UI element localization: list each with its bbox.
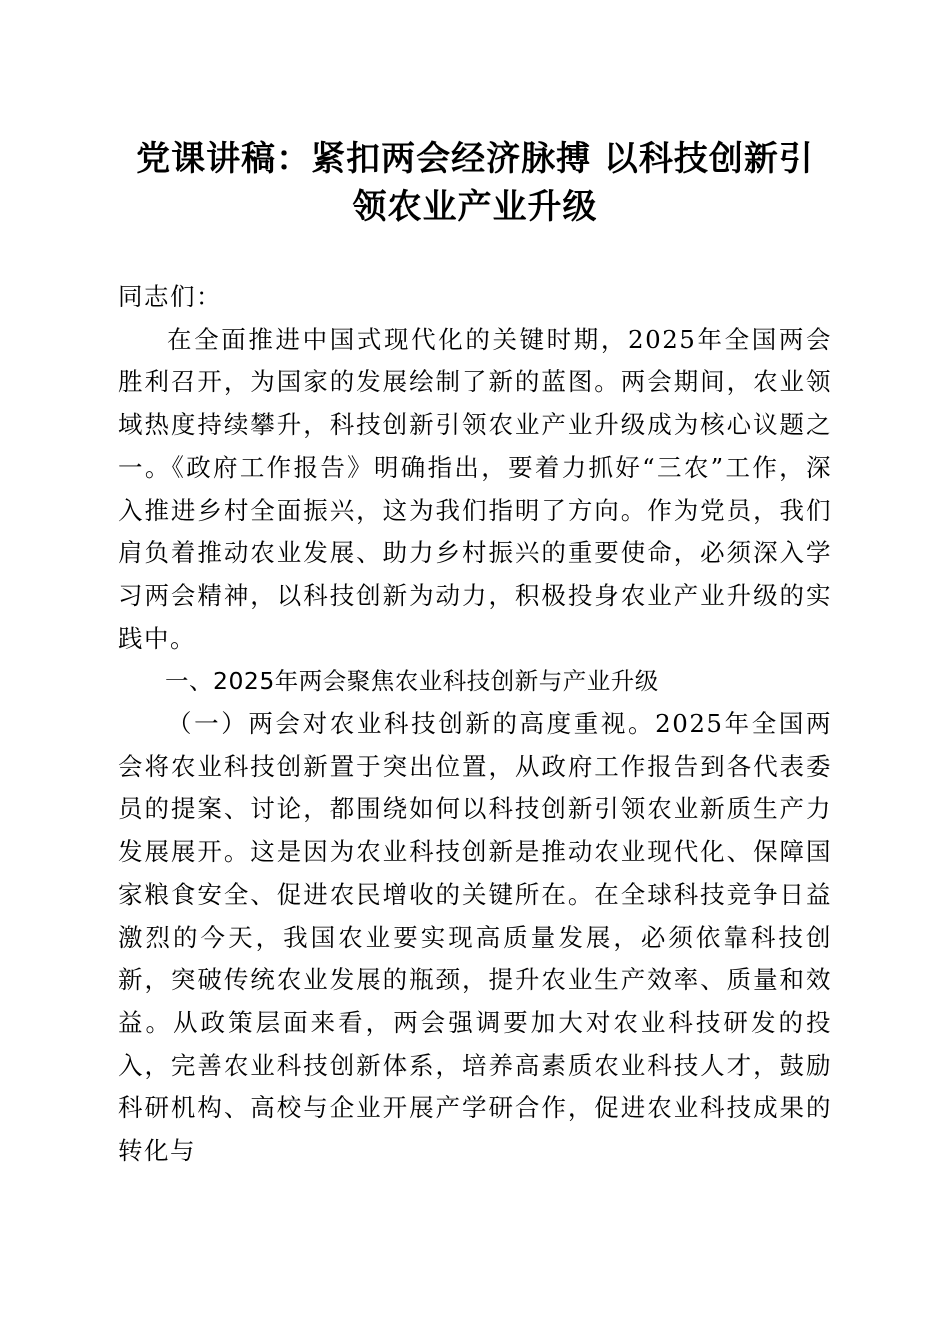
title-line-2: 领农业产业升级 bbox=[352, 187, 598, 227]
title-line-1: 党课讲稿：紧扣两会经济脉搏 以科技创新引 bbox=[136, 139, 814, 179]
intro-paragraph: 在全面推进中国式现代化的关键时期，2025年全国两会胜利召开，为国家的发展绘制了新的蓝图。两会期间，农业领域热度持续攀升，科技创新引领农业产业升级成为核心议题之一。《政府工作报告》明确指出，要着力抓好“三农”工作，深入推进乡村全面振兴，这为我们指明了方向。作为党员，我们肩负着推动农业发展、助力乡村振兴的重要使命，必须深入学习两会精神，以科技创新为动力，积极投身农业产业升级的实践中。 bbox=[118, 324, 832, 653]
document-title bbox=[100, 135, 850, 231]
subsection-paragraph-1: （一）两会对农业科技创新的高度重视。2025年全国两会将农业科技创新置于突出位置，从政府工作报告到各代表委员的提案、讨论，都围绕如何以科技创新引领农业新质生产力发展展开。这是因为农业科技创新是推动农业现代化、保障国家粮食安全、促进农民增收的关键所在。在全球科技竞争日益激烈的今天，我国农业要实现高质量发展，必须依靠科技创新，突破传统农业发展的瓶颈，提升农业生产效率、质量和效益。从政策层面来看，两会强调要加大对农业科技研发的投入，完善农业科技创新体系，培养高素质农业科技人才，鼓励科研机构、高校与企业开展产学研合作，促进农业科技成果的转化与 bbox=[118, 709, 832, 1166]
section-heading-1: 一、2025年两会聚焦农业科技创新与产业升级 bbox=[165, 667, 659, 696]
document-body bbox=[118, 276, 832, 1173]
salutation: 同志们： bbox=[118, 282, 222, 311]
